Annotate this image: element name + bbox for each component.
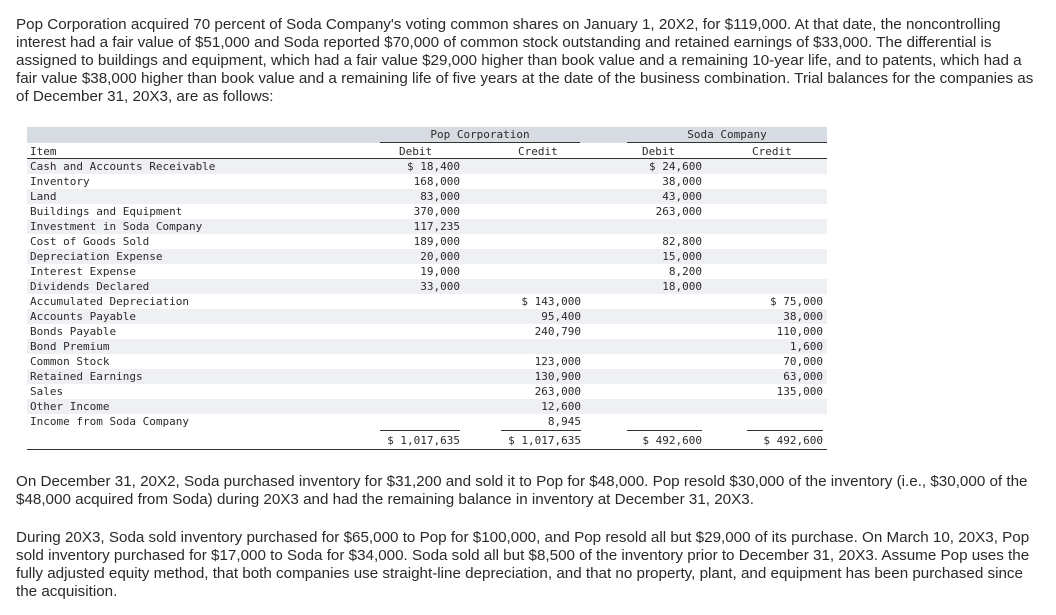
cell-item: Depreciation Expense xyxy=(30,250,163,263)
cell-item: Bonds Payable xyxy=(30,325,117,338)
cell-pop-debit: 19,000 xyxy=(420,265,460,278)
cell-soda-debit: 18,000 xyxy=(662,280,702,293)
cell-item: Investment in Soda Company xyxy=(30,220,203,233)
trial-balance-table xyxy=(27,127,827,449)
cell-pop-debit: 33,000 xyxy=(420,280,460,293)
total-rule-pop-debit xyxy=(380,430,460,431)
cell-pop-debit: 189,000 xyxy=(413,235,460,248)
cell-item: Income from Soda Company xyxy=(30,415,189,428)
cell-soda-debit: 263,000 xyxy=(655,205,702,218)
cell-item: Cash and Accounts Receivable xyxy=(30,160,216,173)
cell-soda-debit: 15,000 xyxy=(662,250,702,263)
cell-soda-credit: 1,600 xyxy=(789,340,823,353)
cell-pop-credit: 12,600 xyxy=(541,400,581,413)
cell-item: Accumulated Depreciation xyxy=(30,295,189,308)
total-pop-credit: $ 1,017,635 xyxy=(508,434,581,447)
header-pop-debit: Debit xyxy=(399,145,433,158)
cell-item: Sales xyxy=(30,385,64,398)
cell-item: Land xyxy=(30,190,57,203)
cell-pop-debit: 20,000 xyxy=(420,250,460,263)
inventory-20x2-paragraph: On December 31, 20X2, Soda purchased inventory for $31,200 and sold it to Pop for $48,000. Pop resold $30,000 of the inventory (i.e., $30,000 of the $48,000 acquired from Soda) during 20X3 and had the remaining balance in inventory at December 31, 20X3. xyxy=(16,473,1028,508)
table-bottom-rule xyxy=(27,449,827,450)
cell-pop-credit: 263,000 xyxy=(534,385,581,398)
cell-pop-debit: $ 18,400 xyxy=(407,160,460,173)
cell-item: Cost of Goods Sold xyxy=(30,235,150,248)
cell-item: Common Stock xyxy=(30,355,110,368)
cell-soda-credit: 135,000 xyxy=(776,385,823,398)
total-rule-soda-credit xyxy=(747,430,823,431)
cell-soda-credit: 110,000 xyxy=(776,325,823,338)
total-soda-credit: $ 492,600 xyxy=(763,434,823,447)
cell-pop-credit: 123,000 xyxy=(534,355,581,368)
group-rule-pop xyxy=(380,142,580,143)
group-rule-soda xyxy=(627,142,827,143)
cell-item: Buildings and Equipment xyxy=(30,205,183,218)
cell-soda-debit: 38,000 xyxy=(662,175,702,188)
cell-soda-debit: 43,000 xyxy=(662,190,702,203)
cell-pop-credit: 8,945 xyxy=(547,415,581,428)
cell-pop-credit: 95,400 xyxy=(541,310,581,323)
cell-soda-credit: $ 75,000 xyxy=(770,295,823,308)
cell-item: Bond Premium xyxy=(30,340,110,353)
cell-pop-credit: $ 143,000 xyxy=(521,295,581,308)
group-soda-company: Soda Company xyxy=(687,128,767,141)
total-pop-debit: $ 1,017,635 xyxy=(387,434,460,447)
header-soda-credit: Credit xyxy=(752,145,792,158)
cell-soda-credit: 70,000 xyxy=(783,355,823,368)
total-soda-debit: $ 492,600 xyxy=(642,434,702,447)
cell-soda-credit: 63,000 xyxy=(783,370,823,383)
cell-soda-credit: 38,000 xyxy=(783,310,823,323)
cell-item: Retained Earnings xyxy=(30,370,143,383)
cell-item: Inventory xyxy=(30,175,90,188)
cell-soda-debit: $ 24,600 xyxy=(649,160,702,173)
cell-item: Other Income xyxy=(30,400,110,413)
header-soda-debit: Debit xyxy=(642,145,676,158)
header-item: Item xyxy=(30,145,57,158)
cell-pop-credit: 130,900 xyxy=(534,370,581,383)
header-pop-credit: Credit xyxy=(518,145,558,158)
cell-pop-credit: 240,790 xyxy=(534,325,581,338)
inventory-20x3-paragraph: During 20X3, Soda sold inventory purchased for $65,000 to Pop for $100,000, and Pop resold all but $29,000 of its purchase. On March 10, 20X3, Pop sold inventory purchased for $17,000 to Soda for $34,000. Soda sold all but $8,500 of the inventory prior to December 31, 20X3. Assume Pop uses the fully adjusted equity method, that both companies use straight-line depreciation, and that no property, plant, and equipment has been purchased since the acquisition. xyxy=(16,529,1030,600)
cell-soda-debit: 8,200 xyxy=(668,265,702,278)
cell-pop-debit: 370,000 xyxy=(413,205,460,218)
total-rule-pop-credit xyxy=(501,430,581,431)
cell-item: Dividends Declared xyxy=(30,280,150,293)
cell-pop-debit: 168,000 xyxy=(413,175,460,188)
group-pop-corporation: Pop Corporation xyxy=(430,128,530,141)
intro-paragraph: Pop Corporation acquired 70 percent of Soda Company's voting common shares on January 1, 20X2, for $119,000. At that date, the noncontrolling interest had a fair value of $51,000 and Soda reported $70,000 of common stock outstanding and retained earnings of $33,000. The differential is assigned to buildings and equipment, which had a fair value $29,000 higher than book value and a remaining 10-year life, and to patents, which had a fair value $38,000 higher than book value and a remaining life of five years at the date of the business combination. Trial balances for the companies as of December 31, 20X3, are as follows: xyxy=(16,16,1034,105)
cell-item: Interest Expense xyxy=(30,265,136,278)
cell-item: Accounts Payable xyxy=(30,310,136,323)
cell-soda-debit: 82,800 xyxy=(662,235,702,248)
total-rule-soda-debit xyxy=(627,430,702,431)
cell-pop-debit: 83,000 xyxy=(420,190,460,203)
cell-pop-debit: 117,235 xyxy=(413,220,460,233)
